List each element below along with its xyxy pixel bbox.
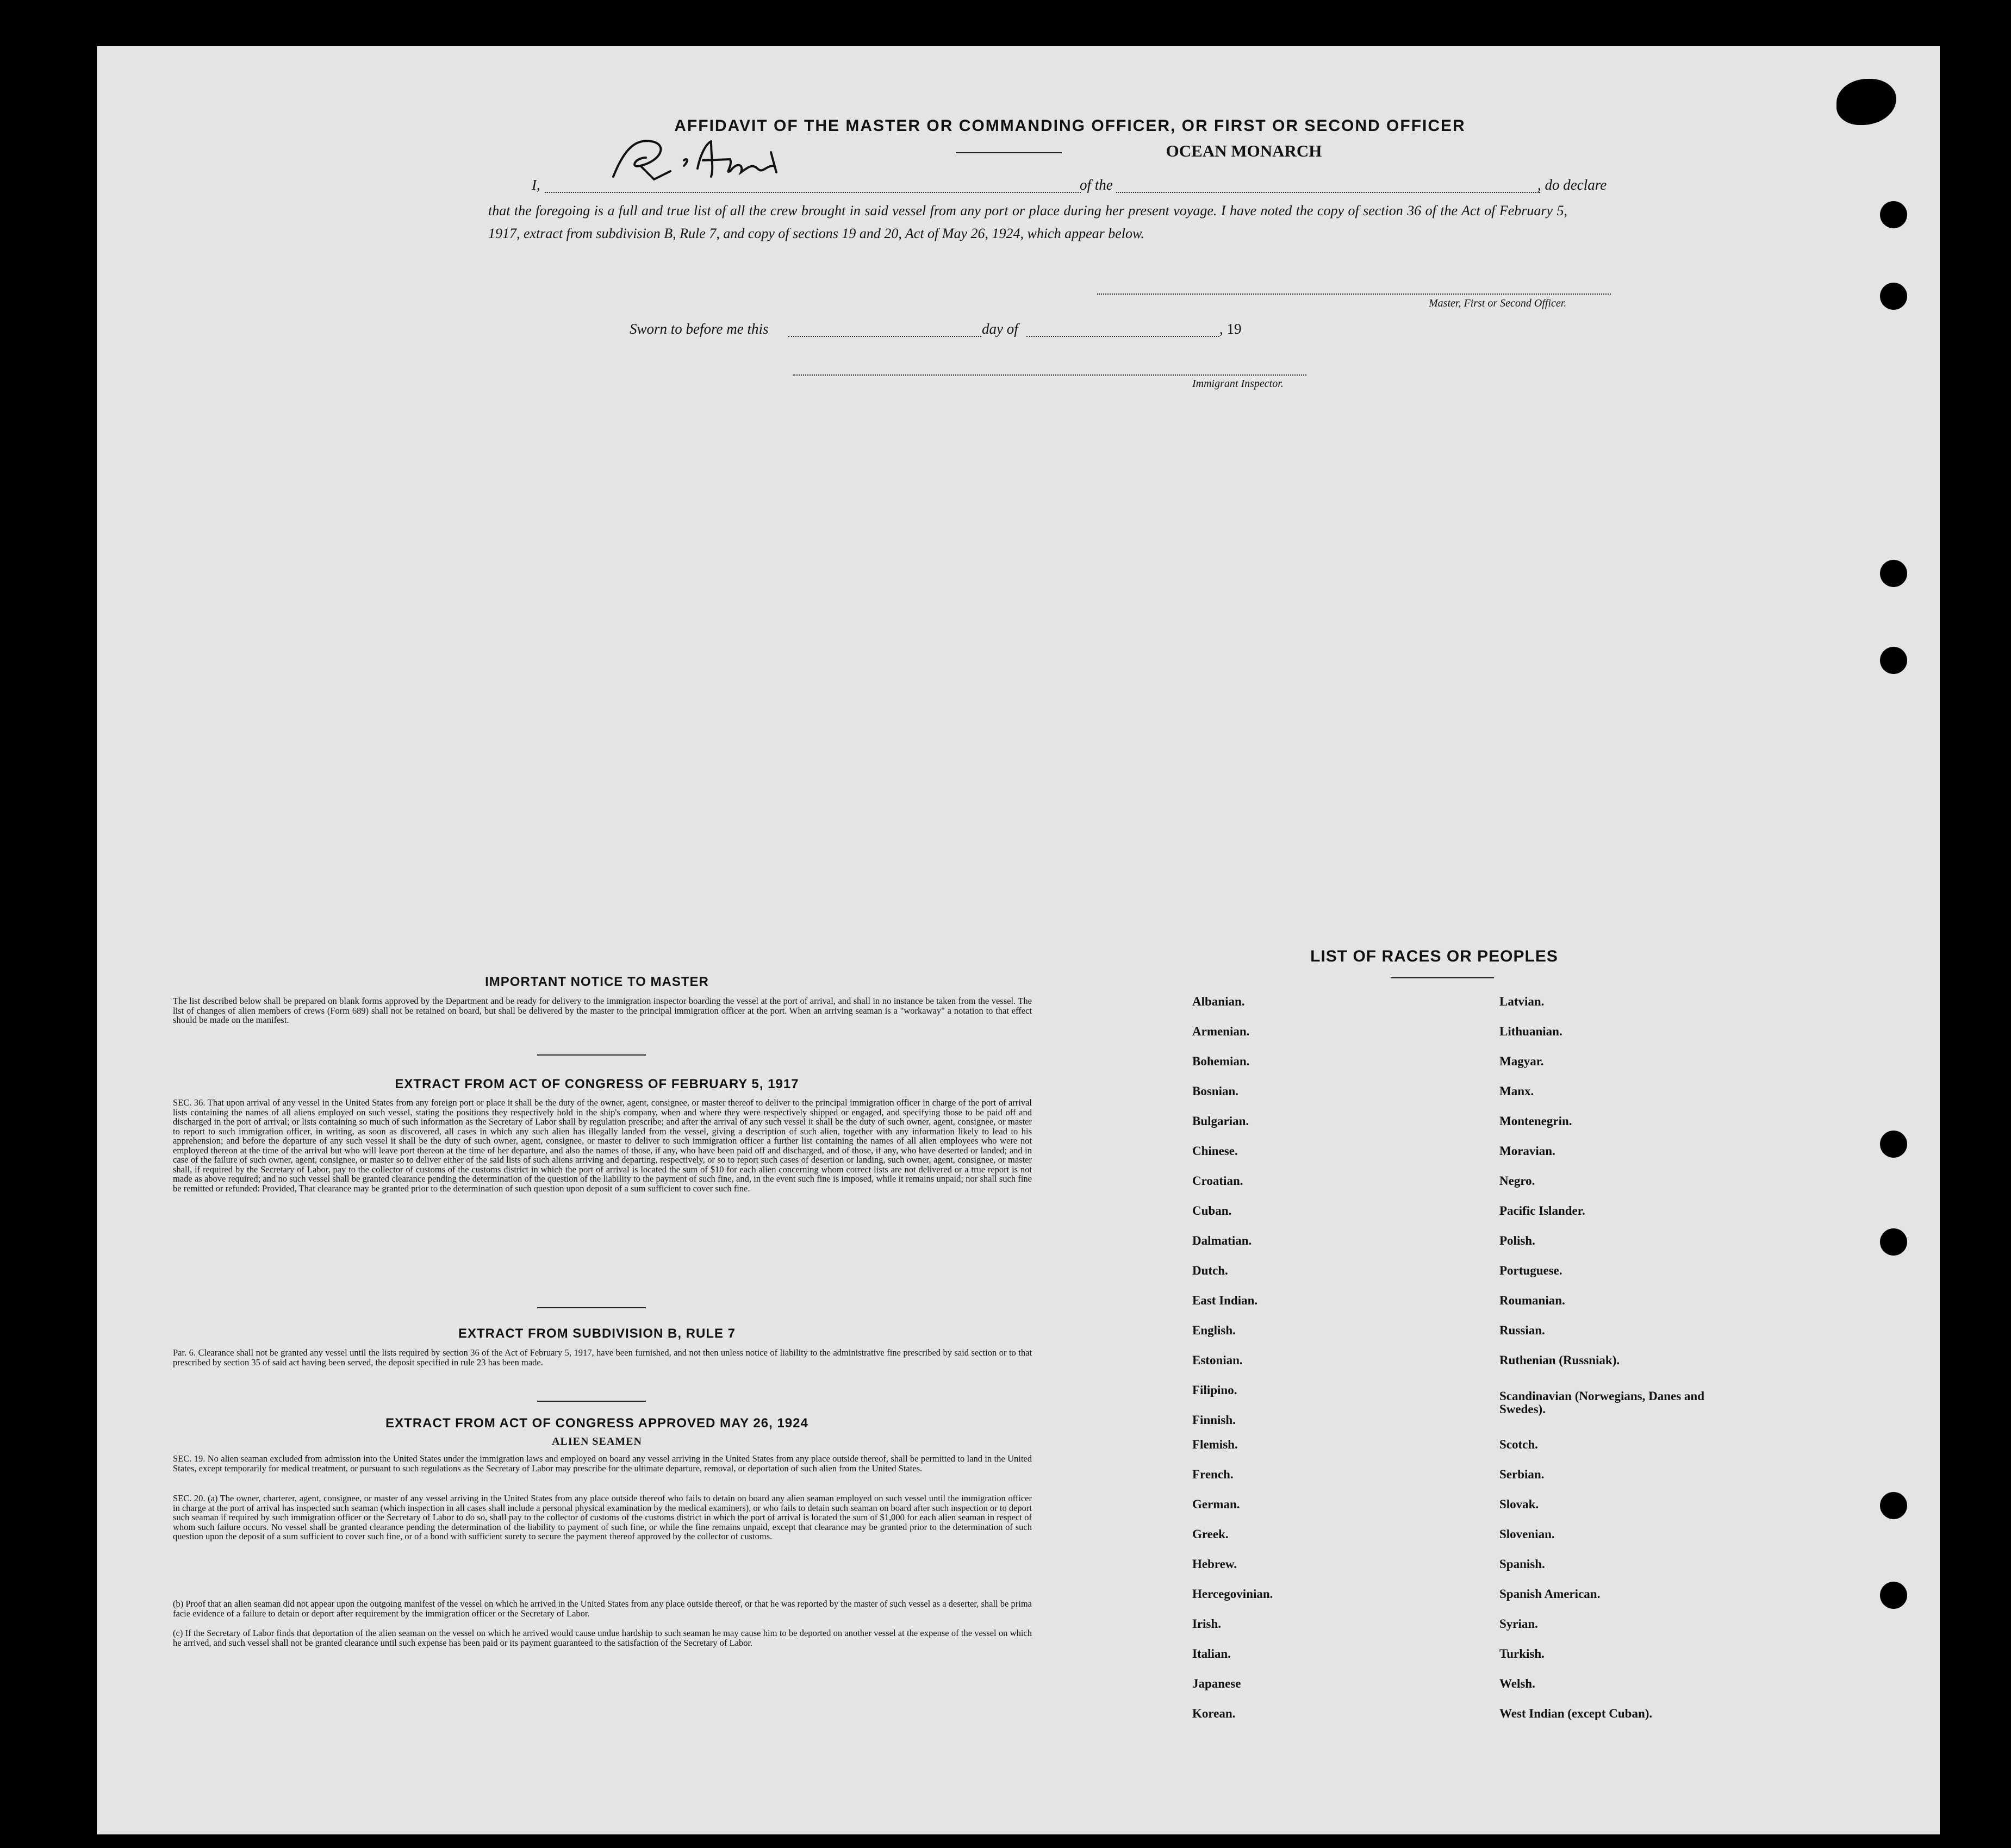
affidavit-title: AFFIDAVIT OF THE MASTER OR COMMANDING OFFICER, OR FIRST OR SECOND OFFICER	[674, 117, 1466, 135]
race-item: Greek.	[1192, 1527, 1229, 1541]
year-label: , 19	[1219, 321, 1242, 337]
race-item: Filipino.	[1192, 1383, 1237, 1397]
section-divider	[1391, 977, 1494, 978]
sworn-month-field[interactable]	[1026, 336, 1219, 337]
race-item: Cuban.	[1192, 1204, 1232, 1218]
race-item: Irish.	[1192, 1617, 1222, 1631]
punch-hole	[1880, 560, 1907, 587]
race-item: Turkish.	[1499, 1647, 1545, 1660]
race-item: Magyar.	[1499, 1054, 1544, 1068]
extract-rule7-title: EXTRACT FROM SUBDIVISION B, RULE 7	[458, 1326, 736, 1341]
declaration-line	[532, 177, 540, 193]
race-item: Serbian.	[1499, 1468, 1545, 1481]
race-item: Chinese.	[1192, 1144, 1238, 1158]
document-page	[97, 46, 1940, 1834]
race-item: Slovenian.	[1499, 1527, 1555, 1541]
signature-field[interactable]	[1097, 294, 1611, 295]
punch-hole	[1880, 647, 1907, 674]
race-item: Welsh.	[1499, 1677, 1535, 1690]
ink-blot	[1836, 79, 1896, 125]
punch-hole	[1880, 1228, 1907, 1256]
race-item: Bohemian.	[1192, 1054, 1250, 1068]
race-item: English.	[1192, 1323, 1236, 1337]
race-item: East Indian.	[1192, 1294, 1258, 1307]
race-item: Scotch.	[1499, 1438, 1538, 1451]
alien-seamen-subtitle: ALIEN SEAMEN	[552, 1435, 642, 1447]
race-item: Armenian.	[1192, 1025, 1250, 1038]
inspector-field[interactable]	[793, 374, 1306, 376]
race-item: Manx.	[1499, 1084, 1534, 1098]
vessel-name: OCEAN MONARCH	[1166, 141, 1322, 160]
signature-caption: Master, First or Second Officer.	[1429, 297, 1567, 309]
race-item: Pacific Islander.	[1499, 1204, 1585, 1218]
race-item: Portuguese.	[1499, 1264, 1562, 1277]
extract-rule7-text: Par. 6. Clearance shall not be granted any vessel until the lists required by section 36 of the Act of February 5, 1917, have been furnished, and not then unless notice of liability to the administrative fine prescribed by said section or to that prescribed by section 35 of said act having been served, the deposit specified in rule 23 has been made.	[173, 1347, 1032, 1368]
race-item: Scandinavian (Norwegians, Danes and Swedes).	[1499, 1389, 1705, 1416]
sec20a-text: SEC. 20. (a) The owner, charterer, agent, consignee, or master of any vessel arriving in the United States from any place outside thereof who fails to detain on board any alien seaman employed on such vessel until the immigration officer in charge at the port of arrival has inspected such seaman (which inspection in all cases shall include a personal physical examination by the medical examiners), or who fails to detain such seaman on board after such inspection or to deport such seaman if required by such immigration officer or the Secretary of Labor to do so, shall pay to the collector of customs of the customs district in which the port of arrival is located the sum of $1,000 for each alien seaman in respect of whom such failure occurs. No vessel shall be granted clearance pending the determination of the liability to payment of such fine, or while the fine remains unpaid, except that clearance may be granted prior to the determination of such question upon the deposit of a sum sufficient to cover such fine, or of a bond with sufficient surety to secure the payment thereof approved by the collector of customs.	[173, 1493, 1032, 1541]
race-item: Finnish.	[1192, 1413, 1236, 1427]
race-item: Albanian.	[1192, 995, 1245, 1008]
notice-text: The list described below shall be prepared on blank forms approved by the Department and be ready for delivery to the immigration inspector boarding the vessel at the port of arrival, and shall in no instance be taken from the vessel. The list of changes of alien members of crews (Form 689) shall not be retained on board, but shall be delivered by the master to the principal immigration officer at the port. When an arriving seaman is a "workaway" a notation to that effect should be made on the manifest.	[173, 996, 1032, 1025]
race-item: Ruthenian (Russniak).	[1499, 1353, 1620, 1367]
race-item: Syrian.	[1499, 1617, 1538, 1631]
declare-label: , do declare	[1537, 177, 1607, 193]
name-field[interactable]	[545, 192, 1081, 193]
race-item: Moravian.	[1499, 1144, 1555, 1158]
race-item: Hercegovinian.	[1192, 1587, 1273, 1601]
race-item: Croatian.	[1192, 1174, 1243, 1188]
race-item: Flemish.	[1192, 1438, 1238, 1451]
sec20c-text: (c) If the Secretary of Labor finds that deportation of the alien seaman on the vessel on which he arrived would cause undue hardship to such seaman he may cause him to be deported on another vessel at the expense of the vessel on which he arrived, and such vessel shall not be granted clearance until such expense has been paid or its payment guaranteed to the satisfaction of the Secretary of Labor.	[173, 1628, 1032, 1648]
race-item: Hebrew.	[1192, 1557, 1237, 1571]
sec19-text: SEC. 19. No alien seaman excluded from admission into the United States under the immigration laws and employed on board any vessel arriving in the United States from any place outside thereof, shall be permitted to land in the United States, except temporarily for medical treatment, or pursuant to such regulations as the Secretary of Labor may prescribe for the ultimate departure, removal, or deportation of such alien from the United States.	[173, 1453, 1032, 1474]
race-item: Spanish American.	[1499, 1587, 1601, 1601]
notice-title: IMPORTANT NOTICE TO MASTER	[485, 975, 709, 989]
punch-hole	[1880, 1582, 1907, 1609]
race-item: Latvian.	[1499, 995, 1545, 1008]
race-item: Italian.	[1192, 1647, 1231, 1660]
punch-hole	[1880, 283, 1907, 310]
signature	[602, 128, 798, 193]
race-item: Korean.	[1192, 1707, 1236, 1720]
extract-1917-title: EXTRACT FROM ACT OF CONGRESS OF FEBRUARY 5, 1917	[395, 1077, 799, 1091]
inspector-caption: Immigrant Inspector.	[1192, 378, 1284, 390]
extract-1924-title: EXTRACT FROM ACT OF CONGRESS APPROVED MAY 26, 1924	[385, 1416, 808, 1431]
punch-hole	[1880, 201, 1907, 228]
race-item: West Indian (except Cuban).	[1499, 1707, 1653, 1720]
declaration-statement: that the foregoing is a full and true list of all the crew brought in said vessel from any port or place during her present voyage. I have noted the copy of section 36 of the Act of February 5, 1917, extract from subdivision B, Rule 7, and copy of sections 19 and 20, Act of May 26, 1924, which appear below.	[488, 203, 1567, 241]
race-item: Polish.	[1499, 1234, 1535, 1247]
races-title: LIST OF RACES OR PEOPLES	[1310, 947, 1558, 965]
punch-hole	[1880, 1492, 1907, 1519]
race-item: Japanese	[1192, 1677, 1241, 1690]
of-the-label: of the	[1080, 177, 1113, 193]
section-divider	[537, 1401, 646, 1402]
race-item: Estonian.	[1192, 1353, 1243, 1367]
punch-hole	[1880, 1131, 1907, 1158]
race-item: Bulgarian.	[1192, 1114, 1249, 1128]
divider	[956, 152, 1062, 153]
race-item: Russian.	[1499, 1323, 1545, 1337]
race-item: Slovak.	[1499, 1497, 1539, 1511]
race-item: Bosnian.	[1192, 1084, 1239, 1098]
race-item: Lithuanian.	[1499, 1025, 1562, 1038]
day-of-label: day of	[982, 321, 1018, 337]
race-item: French.	[1192, 1468, 1234, 1481]
extract-1917-text: SEC. 36. That upon arrival of any vessel in the United States from any foreign port or place it shall be the duty of the owner, agent, consignee, or master thereof to deliver to the principal immigration officer in charge of the port of arrival lists containing the names of all aliens employed on such vessel, stating the positions they respectively hold in the ship's company, when and where they were respectively shipped or engaged, and specifying those to be paid off and discharged in the port of arrival; or lists containing so much of such information as the Secretary of Labor shall by regulation prescribe; and after the arrival of any such vessel it shall be the duty of such owner, agent, consignee, or master to report to such immigration officer, in writing, as soon as discovered, all cases in which any such alien has illegally landed from the vessel, giving a description of such alien, together with any information likely to lead to his apprehension; and before the departure of any such vessel it shall be the duty of such owner, agent, consignee, or master to deliver to such immigration officer a further list containing the names of all alien employees who were not employed thereon at the time of the arrival but who will leave port thereon at the time of her departure, and also the names of those, if any, who have been paid off and discharged, and of those, if any, who have deserted or landed; and in case of the failure of such owner, agent, consignee, or master so to deliver either of the said lists of such aliens arriving and departing, respectively, or so to report such cases of desertion or landing, such owner, agent, consignee, or master shall, if required by the Secretary of Labor, pay to the collector of customs of the customs district in which the port of arrival is located the sum of $10 for each alien concerning whom correct lists are not delivered or a true report is not made as above required; and no such vessel shall be granted clearance pending the determination of the question of the liability to the payment of such fine, and, in the event such fine is imposed, while it remains unpaid; nor shall such fine be remitted or refunded: Provided, That clearance may be granted prior to the determination of such question upon deposit of a sum sufficient to cover such fine.	[173, 1097, 1032, 1194]
sworn-day-field[interactable]	[788, 336, 981, 337]
race-item: German.	[1192, 1497, 1240, 1511]
sworn-label: Sworn to before me this	[630, 321, 769, 337]
label-i: I,	[532, 177, 540, 193]
section-divider	[537, 1054, 646, 1056]
race-item: Spanish.	[1499, 1557, 1545, 1571]
section-divider	[537, 1307, 646, 1308]
race-item: Roumanian.	[1499, 1294, 1565, 1307]
race-item: Dutch.	[1192, 1264, 1228, 1277]
race-item: Montenegrin.	[1499, 1114, 1572, 1128]
race-item: Negro.	[1499, 1174, 1535, 1188]
race-item: Dalmatian.	[1192, 1234, 1252, 1247]
sec20b-text: (b) Proof that an alien seaman did not appear upon the outgoing manifest of the vessel on which he arrived in the United States from any place outside thereof, or that he was reported by the master of such vessel as a deserter, shall be prima facie evidence of a failure to detain or deport after requirement by the immigration officer or the Secretary of Labor.	[173, 1599, 1032, 1619]
vessel-field[interactable]	[1116, 192, 1540, 193]
